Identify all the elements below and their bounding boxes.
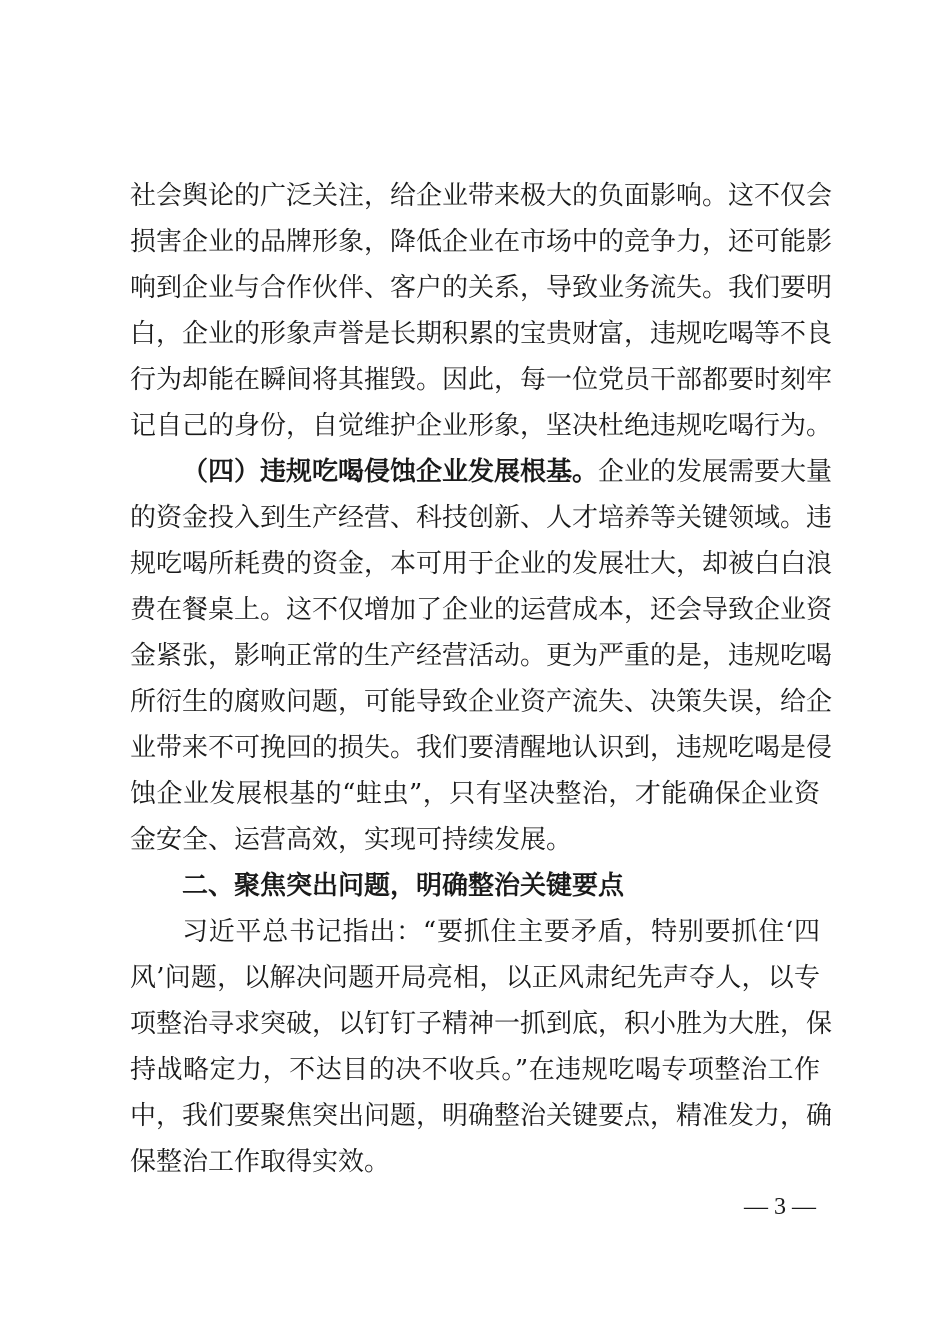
paragraph-text: 企业的发展需要大量: [598, 457, 833, 487]
paragraph-line: 的资金投入到生产经营、科技创新、人才培养等关键领域。违: [130, 503, 833, 533]
paragraph-line: 响到企业与合作伙伴、客户的关系，导致业务流失。我们要明: [130, 273, 833, 303]
paragraph-line: 业带来不可挽回的损失。我们要清醒地认识到，违规吃喝是侵: [130, 733, 833, 763]
paragraph-line: 费在餐桌上。这不仅增加了企业的运营成本，还会导致企业资: [130, 595, 833, 625]
paragraph-first-line: [182, 450, 833, 494]
section-heading: 二、聚焦突出问题，明确整治关键要点: [182, 871, 625, 901]
paragraph-line: 行为却能在瞬间将其摧毁。因此，每一位党员干部都要时刻牢: [130, 365, 833, 395]
paragraph-line: 中，我们要聚焦突出问题，明确整治关键要点，精准发力，确: [130, 1101, 833, 1131]
paragraph-line: 保整治工作取得实效。: [130, 1147, 391, 1177]
paragraph-line: 风’问题，以解决问题开局亮相，以正风肃纪先声夺人，以专: [130, 963, 820, 993]
page-number: — 3 —: [744, 1194, 816, 1220]
paragraph-line: 持战略定力，不达目的决不收兵。”在违规吃喝专项整治工作: [130, 1055, 820, 1085]
paragraph-line: 金安全、运营高效，实现可持续发展。: [130, 825, 573, 855]
paragraph-line: 所衍生的腐败问题，可能导致企业资产流失、决策失误，给企: [130, 687, 833, 717]
paragraph-first-line: 习近平总书记指出：“要抓住主要矛盾，特别要抓住‘四: [182, 917, 820, 947]
paragraph-line: 金紧张，影响正常的生产经营活动。更为严重的是，违规吃喝: [130, 641, 833, 671]
paragraph-line: 项整治寻求突破，以钉钉子精神一抓到底，积小胜为大胜，保: [130, 1009, 833, 1039]
paragraph-line: 白，企业的形象声誉是长期积累的宝贵财富，违规吃喝等不良: [130, 319, 833, 349]
subsection-title: （四）违规吃喝侵蚀企业发展根基。: [182, 457, 599, 487]
paragraph-line: 规吃喝所耗费的资金，本可用于企业的发展壮大，却被白白浪: [130, 549, 833, 579]
paragraph-line: 蚀企业发展根基的“蛀虫”，只有坚决整治，才能确保企业资: [130, 779, 820, 809]
paragraph-line: 社会舆论的广泛关注，给企业带来极大的负面影响。这不仅会: [130, 181, 833, 211]
paragraph-line: 损害企业的品牌形象，降低企业在市场中的竞争力，还可能影: [130, 227, 833, 257]
paragraph-line: 记自己的身份，自觉维护企业形象，坚决杜绝违规吃喝行为。: [130, 411, 833, 441]
